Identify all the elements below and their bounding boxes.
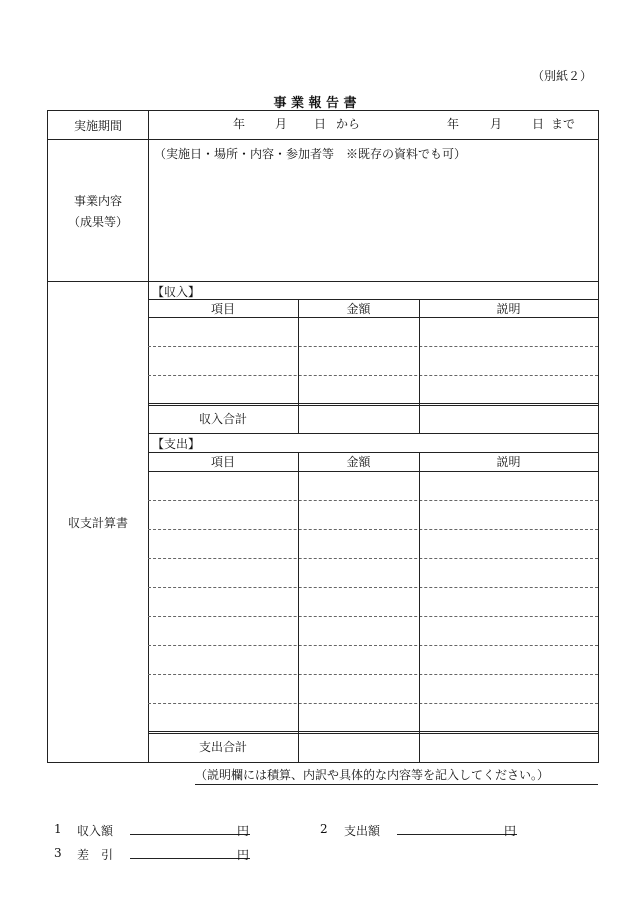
income-total-label: 収入合計 — [198, 412, 247, 426]
expense-yen-unit: 円 — [504, 824, 517, 838]
expense-row-rule — [148, 645, 598, 646]
expense-summary-number: 2 — [320, 822, 328, 836]
expense-header-rule — [148, 471, 598, 472]
income-row-rule — [148, 375, 598, 376]
period-year2: 年 — [447, 117, 460, 131]
expense-col-item: 項目 — [210, 455, 235, 469]
expense-heading-rule — [148, 452, 598, 453]
income-total-double-rule — [148, 403, 598, 406]
expense-total-label: 支出合計 — [198, 740, 247, 754]
period-until: まで — [551, 117, 576, 131]
income-total-rule — [148, 433, 598, 434]
income-col-amount: 金額 — [346, 302, 371, 316]
divider-content — [48, 281, 598, 282]
income-col-item: 項目 — [210, 302, 235, 316]
balance-summary-label: 差 引 — [77, 848, 114, 862]
expense-row-rule — [148, 616, 598, 617]
divider-period — [48, 139, 598, 140]
expense-col-amount: 金額 — [346, 455, 371, 469]
income-summary-label: 収入額 — [77, 824, 114, 838]
period-day1: 日 — [314, 117, 327, 131]
balance-amount-blank[interactable] — [130, 845, 250, 859]
income-header-rule — [148, 317, 598, 318]
income-summary-number: 1 — [54, 822, 62, 836]
balance-summary-number: 3 — [54, 846, 62, 860]
period-day2: 日 — [532, 117, 545, 131]
content-label-line1: 事業内容 — [73, 194, 122, 208]
period-label: 実施期間 — [73, 119, 122, 133]
income-col-desc: 説明 — [496, 302, 521, 316]
expense-row-rule — [148, 500, 598, 501]
expense-col-divider — [419, 452, 420, 762]
period-month2: 月 — [490, 117, 503, 131]
budget-label: 収支計算書 — [67, 516, 128, 530]
expense-amount-blank[interactable] — [397, 821, 517, 835]
balance-yen-unit: 円 — [237, 848, 250, 862]
annex-label: （別紙２） — [531, 69, 592, 83]
period-from: から — [336, 117, 361, 131]
income-heading: 【収入】 — [152, 285, 201, 299]
expense-summary-label: 支出額 — [344, 824, 381, 838]
income-yen-unit: 円 — [237, 824, 250, 838]
expense-total-double-rule — [148, 731, 598, 734]
content-label-line2: （成果等） — [67, 215, 128, 229]
income-col-divider — [419, 299, 420, 434]
expense-row-rule — [148, 674, 598, 675]
expense-col-desc: 説明 — [496, 455, 521, 469]
income-row-rule — [148, 346, 598, 347]
income-amount-blank[interactable] — [130, 821, 250, 835]
expense-col-divider — [298, 452, 299, 762]
document-title: 事 業 報 告 書 — [273, 96, 357, 111]
period-year1: 年 — [233, 117, 246, 131]
label-column-divider — [148, 111, 149, 762]
income-col-divider — [298, 299, 299, 434]
expense-row-rule — [148, 587, 598, 588]
expense-row-rule — [148, 703, 598, 704]
income-heading-rule — [148, 299, 598, 300]
content-hint: （実施日・場所・内容・参加者等 ※既存の資料でも可） — [154, 147, 467, 161]
period-month1: 月 — [275, 117, 288, 131]
expense-row-rule — [148, 558, 598, 559]
budget-note: （説明欄には積算、内訳や具体的な内容等を記入してください。） — [195, 766, 598, 785]
expense-row-rule — [148, 529, 598, 530]
report-form — [47, 110, 599, 763]
expense-heading: 【支出】 — [152, 437, 201, 451]
